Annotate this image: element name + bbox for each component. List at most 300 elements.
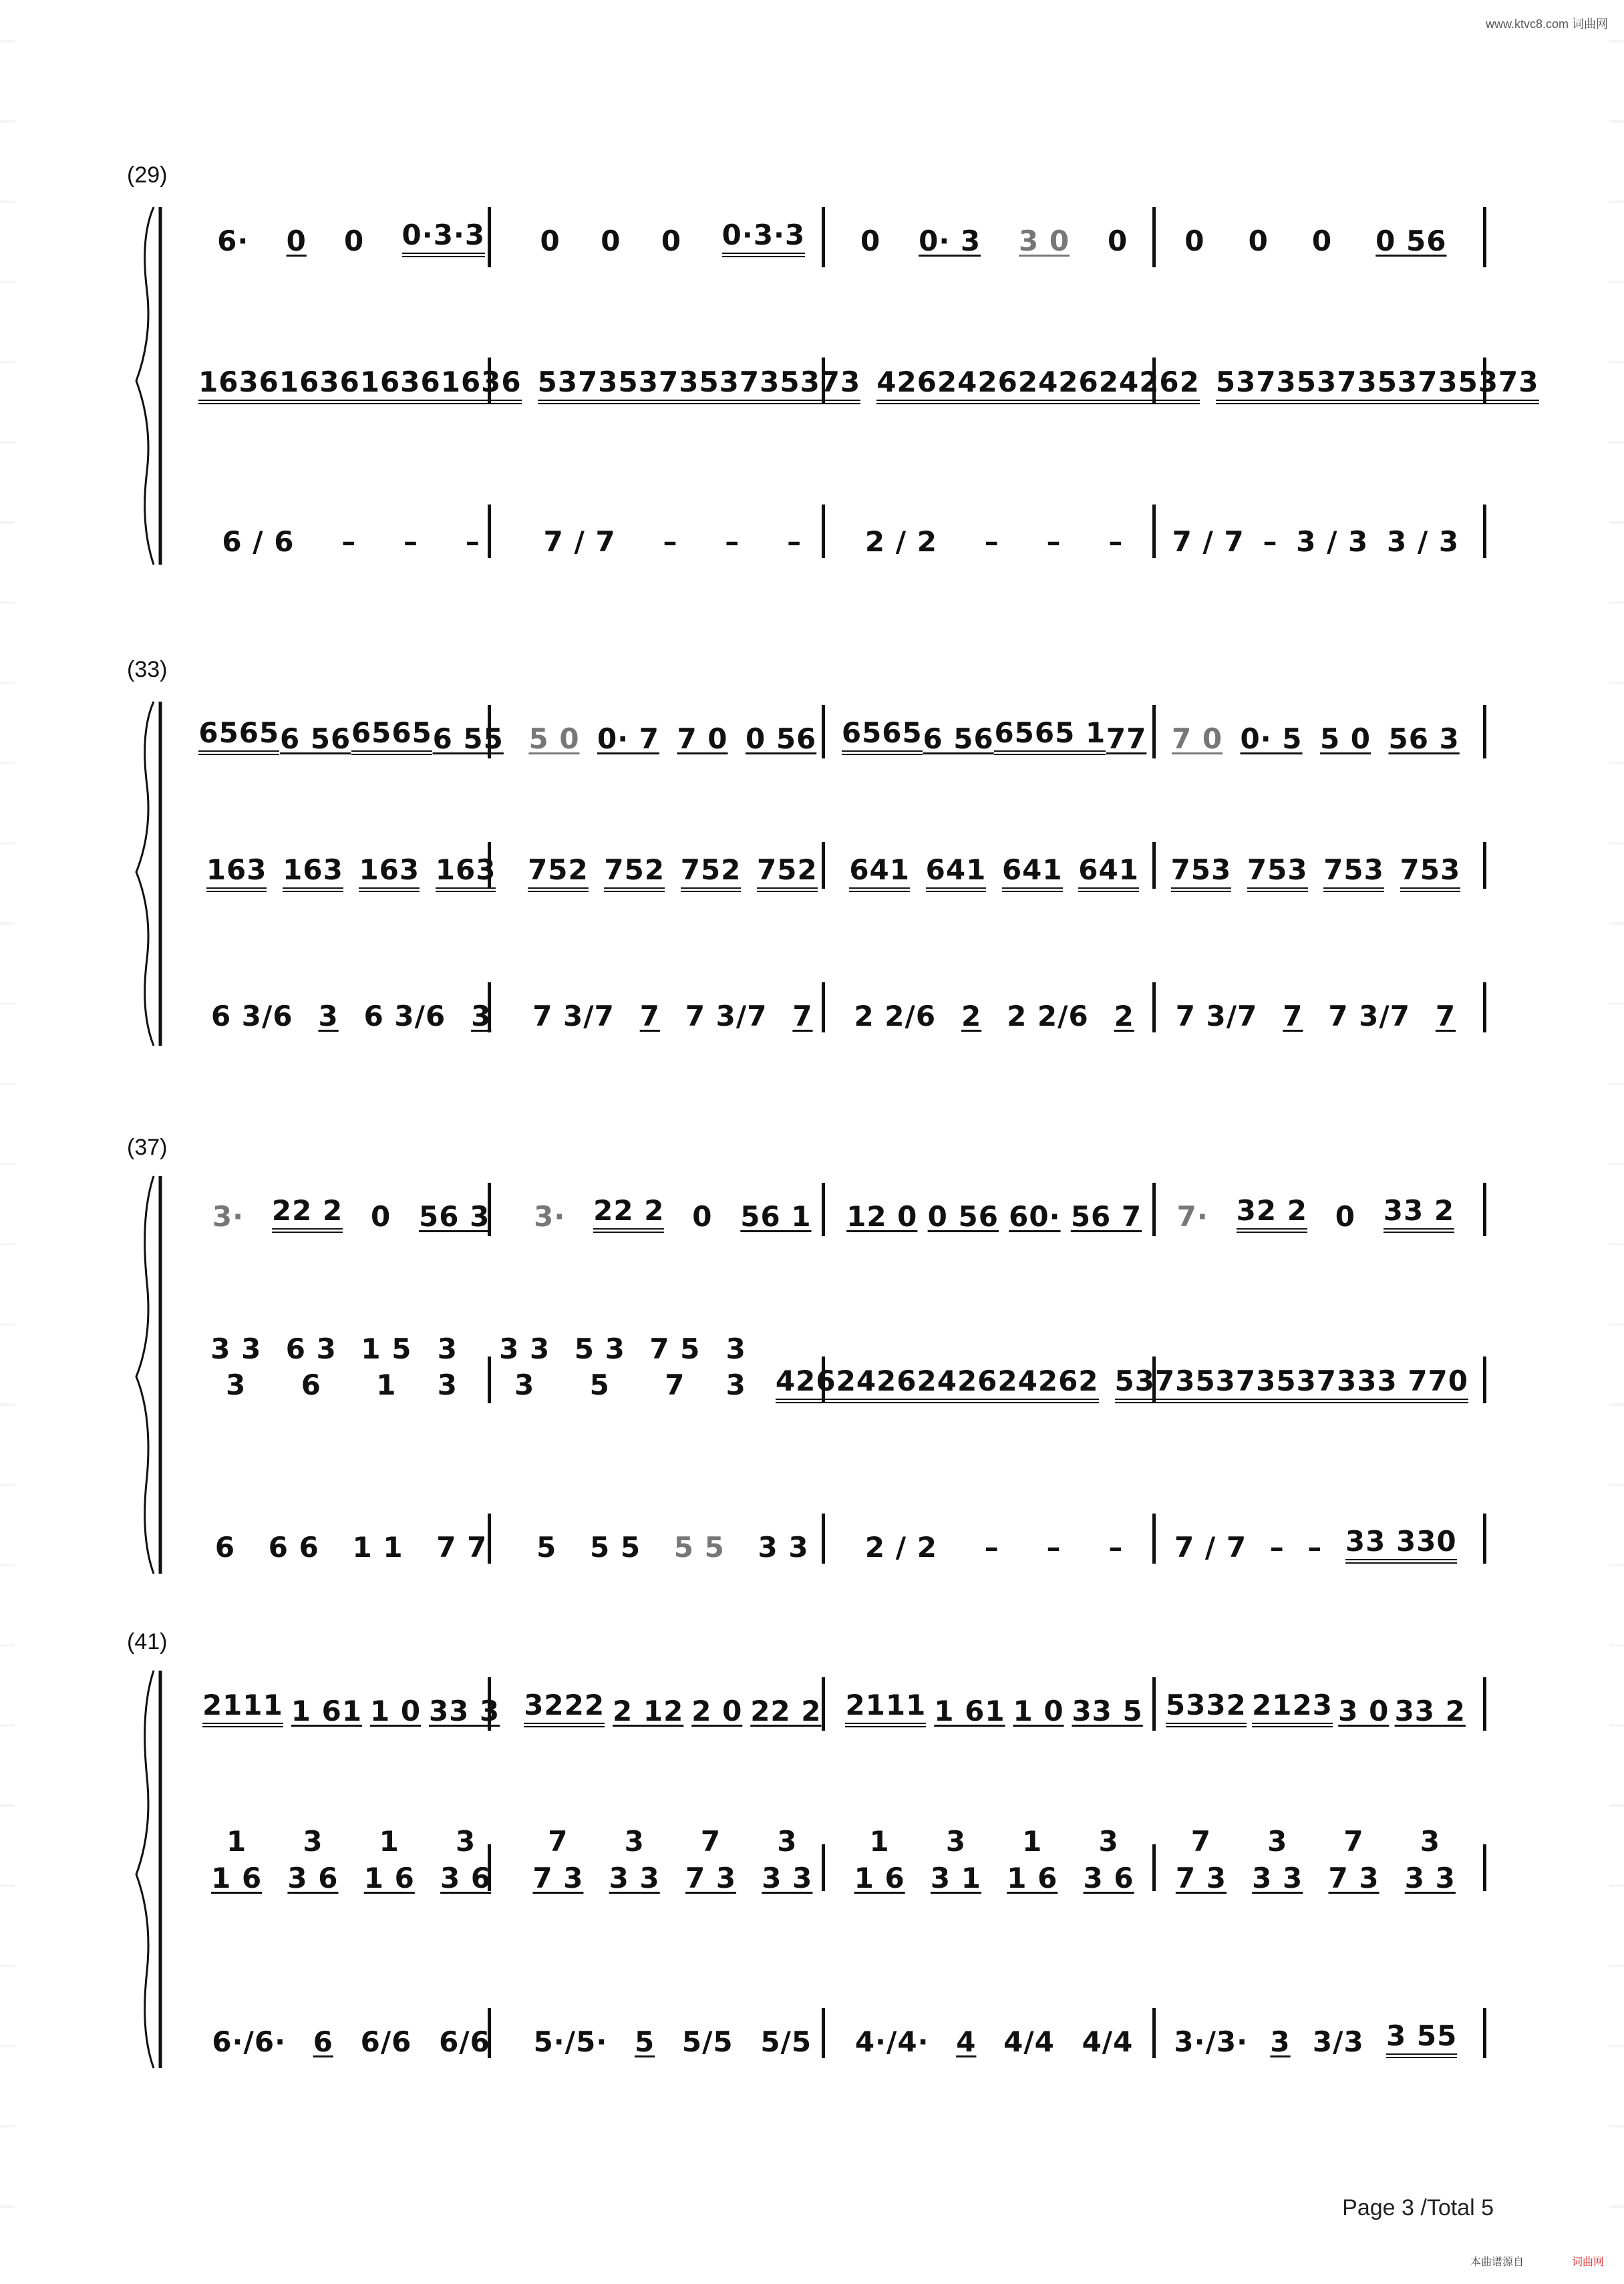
note: 4262 bbox=[876, 366, 957, 404]
note: 5·/5· bbox=[533, 2025, 608, 2058]
measure bbox=[190, 366, 530, 404]
note: 7 0 bbox=[1171, 722, 1223, 755]
note: – bbox=[787, 525, 802, 558]
note: 0 bbox=[692, 1200, 713, 1233]
note: 3· bbox=[534, 1200, 566, 1233]
staff-brace bbox=[127, 1129, 167, 1584]
note: 3 bbox=[471, 1000, 492, 1032]
system-41 bbox=[127, 1624, 1496, 2078]
note: 3 6 bbox=[287, 1862, 339, 1894]
measure bbox=[834, 525, 1155, 558]
note: 3 bbox=[945, 1825, 967, 1858]
note: 1 bbox=[379, 1825, 399, 1858]
note: 3 6 bbox=[440, 1862, 492, 1894]
note: 0·3·3 bbox=[402, 219, 486, 257]
note: 5/5 bbox=[760, 2025, 812, 2058]
note: 7 3/7 bbox=[1328, 1000, 1410, 1032]
melody-row bbox=[190, 217, 1476, 257]
note: 0 bbox=[860, 225, 881, 257]
measure bbox=[834, 1531, 1155, 1564]
note: 752 bbox=[604, 853, 665, 892]
barline bbox=[1483, 842, 1486, 889]
note: 0 bbox=[344, 225, 365, 257]
measure bbox=[768, 1365, 1107, 1403]
note: 3 bbox=[1270, 2025, 1291, 2058]
system-37 bbox=[127, 1129, 1496, 1584]
note: 1 6 bbox=[854, 1862, 905, 1894]
source-stamp-brand: 词曲网 bbox=[1571, 2257, 1604, 2268]
bass-row bbox=[190, 1477, 1476, 1564]
accomp-top-row bbox=[190, 1824, 1476, 1858]
measure bbox=[512, 1531, 833, 1564]
note: 3 0 bbox=[1338, 1695, 1390, 1727]
measure-number: (37) bbox=[127, 1135, 168, 1160]
accomp-row bbox=[190, 852, 1476, 892]
measure bbox=[834, 2025, 1155, 2058]
note: 1 1 bbox=[352, 1531, 403, 1564]
measure-number: (41) bbox=[127, 1629, 168, 1655]
note: 5 0 bbox=[528, 722, 580, 755]
note: 0 bbox=[661, 225, 682, 257]
note: 7 bbox=[792, 1000, 813, 1032]
note: 3 3 3 bbox=[499, 1332, 550, 1401]
note: 7 bbox=[700, 1825, 721, 1858]
note: 1 bbox=[869, 1825, 890, 1858]
note: 0· 7 bbox=[597, 722, 660, 755]
note: 33 2 bbox=[1394, 1695, 1466, 1727]
note: 0 bbox=[370, 1200, 391, 1233]
note: 3 55 bbox=[1386, 2019, 1457, 2058]
measure bbox=[868, 366, 1208, 404]
accomp-row bbox=[190, 1858, 1476, 1894]
note: 1 6 bbox=[363, 1862, 415, 1894]
note: 5 5 bbox=[590, 1531, 641, 1564]
note: 3 3 bbox=[437, 1332, 458, 1401]
note: 752 bbox=[528, 853, 589, 892]
measure bbox=[1155, 722, 1476, 755]
measure bbox=[479, 1331, 768, 1403]
measure bbox=[1107, 1365, 1476, 1403]
note: 0 bbox=[601, 225, 621, 257]
note: 6·/6· bbox=[212, 2025, 287, 2058]
barline bbox=[1483, 1844, 1486, 1891]
note: 3222 bbox=[524, 1689, 605, 1727]
note: 7 bbox=[1343, 1825, 1364, 1858]
note: 22 2 bbox=[593, 1194, 664, 1233]
note: 0 bbox=[286, 225, 307, 257]
note: 1 0 bbox=[1013, 1695, 1064, 1727]
note: 7 3/7 bbox=[1175, 1000, 1258, 1032]
note: 2111 bbox=[202, 1689, 283, 1727]
melody-row bbox=[190, 715, 1476, 755]
note: 2 2/6 bbox=[854, 1000, 937, 1032]
barline bbox=[1483, 705, 1486, 758]
note: 5 0 bbox=[1319, 722, 1371, 755]
note: – bbox=[663, 525, 678, 558]
note: 4262 bbox=[776, 1365, 856, 1403]
note: 3·/3· bbox=[1174, 2025, 1249, 2058]
measure bbox=[834, 1689, 1155, 1727]
note: 5373 bbox=[1216, 366, 1297, 404]
measure bbox=[834, 853, 1155, 892]
note: 641 bbox=[926, 853, 987, 892]
measure bbox=[512, 525, 833, 558]
measure-number: (29) bbox=[127, 162, 168, 188]
measure bbox=[190, 853, 512, 892]
measure bbox=[1155, 225, 1476, 257]
note: 6 55 bbox=[432, 722, 504, 755]
note: 22 2 bbox=[750, 1695, 822, 1727]
measure bbox=[512, 2025, 833, 2058]
measure-number: (33) bbox=[127, 657, 168, 682]
note: 5373 bbox=[699, 366, 780, 404]
note: 1 5 1 bbox=[361, 1332, 412, 1401]
note: 2123 bbox=[1252, 1689, 1333, 1727]
note: 5373 bbox=[619, 366, 699, 404]
note: 2 / 2 bbox=[864, 525, 937, 558]
note: 4·/4· bbox=[854, 2025, 929, 2058]
note: 6/6 bbox=[360, 2025, 412, 2058]
measure bbox=[1155, 2019, 1476, 2058]
measure bbox=[1155, 1525, 1476, 1564]
note: 5373 bbox=[1377, 366, 1458, 404]
barline bbox=[1483, 1677, 1486, 1731]
note: 6565 bbox=[842, 716, 923, 755]
note: 1 6 bbox=[211, 1862, 263, 1894]
note: – bbox=[341, 525, 357, 558]
measure bbox=[1155, 525, 1476, 558]
note: 6565 bbox=[351, 716, 432, 755]
measure bbox=[190, 1000, 512, 1032]
note: 163 bbox=[283, 853, 343, 892]
bass-row bbox=[190, 505, 1476, 558]
note: 7· bbox=[1176, 1200, 1208, 1233]
barline bbox=[1483, 505, 1486, 558]
note: 3 3 bbox=[609, 1862, 660, 1894]
note: – bbox=[1046, 525, 1062, 558]
note: 5373 bbox=[538, 366, 619, 404]
measure bbox=[530, 366, 869, 404]
note: 753 bbox=[1400, 853, 1461, 892]
measure bbox=[1155, 1825, 1476, 1858]
note: 7 bbox=[1283, 1000, 1303, 1032]
note: – bbox=[725, 525, 740, 558]
measure bbox=[190, 716, 512, 755]
right-edge-texture bbox=[1609, 0, 1624, 2284]
note: 5373 bbox=[1195, 1365, 1276, 1403]
note: 1636 bbox=[279, 366, 360, 404]
note: – bbox=[984, 1531, 999, 1564]
note: 7 bbox=[1435, 1000, 1456, 1032]
note: 7 / 7 bbox=[1172, 525, 1245, 558]
barline bbox=[1483, 1514, 1486, 1564]
note: 7 bbox=[1190, 1825, 1212, 1858]
note: 0 bbox=[1248, 225, 1269, 257]
note: 5 5 bbox=[673, 1531, 725, 1564]
note: 56 3 bbox=[419, 1200, 490, 1233]
accomp-row bbox=[190, 1323, 1476, 1403]
note: 7 bbox=[639, 1000, 660, 1032]
note: 6· bbox=[217, 225, 249, 257]
note: 7 3 bbox=[685, 1862, 737, 1894]
note: – bbox=[1108, 1531, 1124, 1564]
note: 77 bbox=[1106, 722, 1147, 755]
note: 2 12 bbox=[613, 1695, 684, 1727]
note: 0 56 bbox=[927, 1200, 999, 1233]
note: 3 3 bbox=[725, 1332, 746, 1401]
measure bbox=[512, 853, 833, 892]
note: 4 bbox=[956, 2025, 977, 2058]
measure bbox=[1155, 1862, 1476, 1894]
note: – bbox=[403, 525, 419, 558]
note: 4262 bbox=[957, 366, 1038, 404]
page-indicator: Page 3 /Total 5 bbox=[1342, 2195, 1494, 2221]
note: 6 56 bbox=[923, 722, 994, 755]
measure bbox=[190, 525, 512, 558]
measure bbox=[512, 1825, 833, 1858]
measure bbox=[190, 1194, 512, 1233]
note: 753 bbox=[1171, 853, 1232, 892]
staff-brace bbox=[127, 157, 167, 585]
note: 33 5 bbox=[1072, 1695, 1143, 1727]
note: 7 7 bbox=[436, 1531, 488, 1564]
note: 3 bbox=[1098, 1825, 1119, 1858]
barline bbox=[1483, 2008, 1486, 2058]
staff-brace bbox=[127, 1624, 167, 2078]
barline bbox=[1483, 1183, 1486, 1236]
note: 3 0 bbox=[1019, 225, 1070, 257]
note: 2 bbox=[1114, 1000, 1134, 1032]
note: 6 3/6 bbox=[363, 1000, 446, 1032]
note: 1636 bbox=[441, 366, 522, 404]
measure bbox=[1155, 1194, 1476, 1233]
note: 5373 bbox=[1276, 1365, 1357, 1403]
note: 4/4 bbox=[1003, 2025, 1055, 2058]
system-29 bbox=[127, 157, 1539, 585]
note: 163 bbox=[206, 853, 267, 892]
measure bbox=[834, 1000, 1155, 1032]
note: 4262 bbox=[1119, 366, 1200, 404]
note: 7 / 7 bbox=[543, 525, 616, 558]
measure bbox=[512, 1000, 833, 1032]
note: 33 2 bbox=[1384, 1194, 1454, 1233]
note: 3 / 3 bbox=[1387, 525, 1460, 558]
note: 5 3 5 bbox=[574, 1332, 625, 1401]
note: 4262 bbox=[856, 1365, 937, 1403]
note: 7 / 7 bbox=[1174, 1531, 1247, 1564]
note: 2 0 bbox=[691, 1695, 743, 1727]
note: 1636 bbox=[360, 366, 441, 404]
note: – bbox=[984, 525, 999, 558]
measure bbox=[834, 225, 1155, 257]
left-edge-texture bbox=[0, 0, 15, 2284]
note: 7 3 bbox=[1175, 1862, 1227, 1894]
bass-row bbox=[190, 1971, 1476, 2058]
note: 7 3 bbox=[1328, 1862, 1379, 1894]
note: 0 bbox=[540, 225, 560, 257]
note: 3 3 bbox=[758, 1531, 809, 1564]
note: 1 61 bbox=[291, 1695, 363, 1727]
measure bbox=[190, 1825, 512, 1858]
note: 2111 bbox=[845, 1689, 926, 1727]
note: 6565 bbox=[198, 716, 279, 755]
measure bbox=[834, 1825, 1155, 1858]
note: 5373 bbox=[1115, 1365, 1196, 1403]
measure bbox=[1155, 1689, 1476, 1727]
measure bbox=[190, 1331, 479, 1403]
note: 6 bbox=[214, 1531, 236, 1564]
measure bbox=[512, 1194, 833, 1233]
note: 163 bbox=[436, 853, 496, 892]
note: – bbox=[1307, 1531, 1323, 1564]
note: 6 bbox=[313, 2025, 333, 2058]
note: 6565 1 bbox=[994, 716, 1106, 755]
note: 7 0 bbox=[677, 722, 728, 755]
note: 0 56 bbox=[1375, 225, 1447, 257]
note: 56 7 bbox=[1070, 1200, 1142, 1233]
note: 5373 bbox=[780, 366, 860, 404]
note: 3/3 bbox=[1312, 2025, 1364, 2058]
note: 641 bbox=[849, 853, 910, 892]
note: 3 bbox=[777, 1825, 798, 1858]
note: 7 3 bbox=[532, 1862, 584, 1894]
note: 0·3·3 bbox=[722, 219, 806, 257]
note: 7 3/7 bbox=[532, 1000, 615, 1032]
note: 0· 3 bbox=[919, 225, 981, 257]
note: 4262 bbox=[1018, 1365, 1099, 1403]
note: 6 56 bbox=[279, 722, 351, 755]
note: 0 56 bbox=[745, 722, 817, 755]
note: 22 2 bbox=[272, 1194, 343, 1233]
note: 1636 bbox=[198, 366, 279, 404]
accomp-row bbox=[190, 364, 1539, 404]
note: 641 bbox=[1078, 853, 1139, 892]
measure bbox=[512, 219, 833, 257]
measure bbox=[1155, 853, 1476, 892]
note: – bbox=[1269, 1531, 1285, 1564]
site-label: www.ktvc8.com 词曲网 bbox=[1485, 17, 1608, 31]
note: – bbox=[465, 525, 480, 558]
note: 1 6 bbox=[1007, 1862, 1058, 1894]
measure bbox=[190, 219, 512, 257]
note: – bbox=[1108, 525, 1124, 558]
measure bbox=[834, 1200, 1155, 1233]
note: 33 3 bbox=[428, 1695, 500, 1727]
note: 1 0 bbox=[369, 1695, 422, 1727]
note: 5 bbox=[536, 1531, 557, 1564]
note: 6 / 6 bbox=[222, 525, 295, 558]
note: 752 bbox=[681, 853, 742, 892]
note: 5 bbox=[634, 2025, 655, 2058]
note: 2 / 2 bbox=[864, 1531, 937, 1564]
note: 3 bbox=[318, 1000, 339, 1032]
note: 3 3 3 bbox=[210, 1332, 262, 1401]
note: 1 bbox=[226, 1825, 247, 1858]
note: 753 bbox=[1247, 853, 1308, 892]
note: 60· bbox=[1009, 1200, 1061, 1233]
note: 3 bbox=[624, 1825, 645, 1858]
measure bbox=[834, 716, 1155, 755]
measure bbox=[512, 1862, 833, 1894]
melody-row bbox=[190, 1687, 1476, 1727]
barline bbox=[1483, 982, 1486, 1032]
note: 5332 bbox=[1166, 1689, 1247, 1727]
melody-row bbox=[190, 1193, 1476, 1233]
note: 0 bbox=[1311, 225, 1333, 257]
note: 3 1 bbox=[930, 1862, 981, 1894]
note: 3 bbox=[1420, 1825, 1440, 1858]
staff-brace bbox=[127, 652, 167, 1066]
note: 6 6 bbox=[268, 1531, 319, 1564]
measure bbox=[190, 1531, 512, 1564]
note: 4262 bbox=[1038, 366, 1119, 404]
system-33 bbox=[127, 652, 1496, 1066]
barline bbox=[1483, 207, 1486, 267]
note: 3· bbox=[212, 1200, 245, 1233]
barline bbox=[1483, 1357, 1486, 1403]
note: 3 bbox=[1267, 1825, 1288, 1858]
measure bbox=[190, 1862, 512, 1894]
note: – bbox=[1046, 1531, 1062, 1564]
note: 1 61 bbox=[934, 1695, 1005, 1727]
measure bbox=[190, 2025, 512, 2058]
note: 1 bbox=[1022, 1825, 1043, 1858]
bass-row bbox=[190, 982, 1476, 1032]
note: 2 2/6 bbox=[1007, 1000, 1089, 1032]
note: 56 1 bbox=[740, 1200, 812, 1233]
note: 12 0 bbox=[846, 1200, 918, 1233]
note: 0 bbox=[1108, 225, 1128, 257]
note: – bbox=[1263, 525, 1278, 558]
note: 7 3/7 bbox=[685, 1000, 768, 1032]
note: 7 5 7 bbox=[649, 1332, 701, 1401]
note: 5373 bbox=[1458, 366, 1539, 404]
note: 2 bbox=[961, 1000, 982, 1032]
note: 3 3 bbox=[762, 1862, 813, 1894]
measure bbox=[512, 1689, 833, 1727]
note: 6 3/6 bbox=[210, 1000, 293, 1032]
note: 4262 bbox=[937, 1365, 1018, 1403]
source-stamp: 本曲谱源自 bbox=[1470, 2257, 1524, 2268]
note: 4/4 bbox=[1082, 2025, 1134, 2058]
note: 641 bbox=[1002, 853, 1063, 892]
note: 6/6 bbox=[439, 2025, 490, 2058]
note: 33 770 bbox=[1357, 1365, 1468, 1403]
note: 0 bbox=[1184, 225, 1205, 257]
note: 3 / 3 bbox=[1296, 525, 1369, 558]
measure bbox=[1208, 366, 1547, 404]
note: 3 3 bbox=[1252, 1862, 1303, 1894]
note: 0 bbox=[1335, 1200, 1355, 1233]
note: 0· 5 bbox=[1240, 722, 1303, 755]
measure bbox=[190, 1689, 512, 1727]
measure bbox=[834, 1862, 1155, 1894]
note: 3 bbox=[303, 1825, 323, 1858]
note: 752 bbox=[757, 853, 818, 892]
note: 6 3 6 bbox=[285, 1332, 337, 1401]
note: 7 bbox=[548, 1825, 569, 1858]
note: 3 3 bbox=[1404, 1862, 1456, 1894]
note: 33 330 bbox=[1345, 1525, 1457, 1564]
measure bbox=[1155, 1000, 1476, 1032]
note: 3 6 bbox=[1083, 1862, 1134, 1894]
note: 5/5 bbox=[681, 2025, 734, 2058]
measure bbox=[512, 722, 833, 755]
note: 163 bbox=[359, 853, 420, 892]
note: 753 bbox=[1323, 853, 1384, 892]
note: 32 2 bbox=[1237, 1194, 1307, 1233]
note: 56 3 bbox=[1388, 722, 1460, 755]
